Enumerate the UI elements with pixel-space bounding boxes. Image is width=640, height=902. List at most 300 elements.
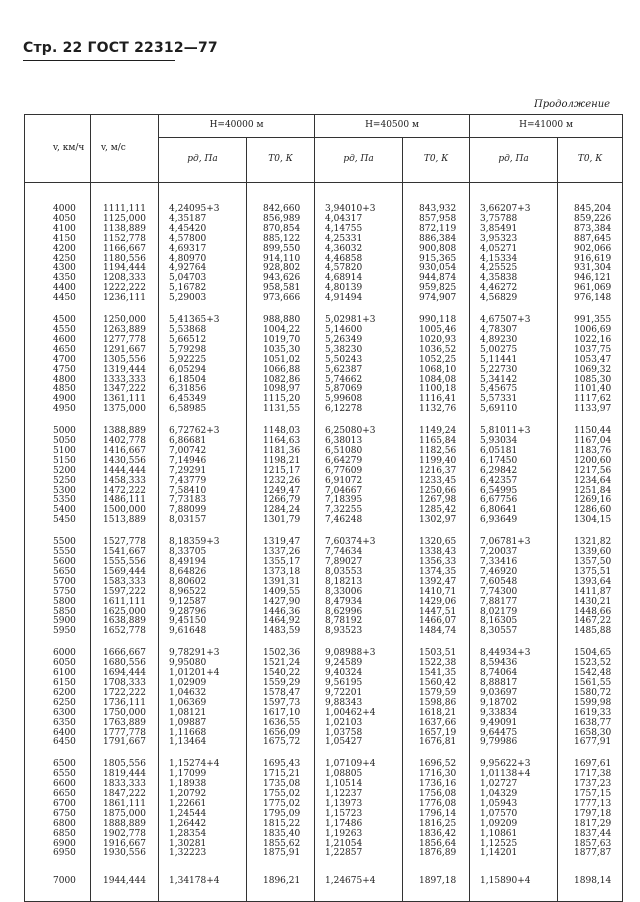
cell-temperature-2: 1836,42 (403, 830, 470, 840)
cell-v-ms: 1138,889 (91, 225, 159, 235)
cell-pressure-2: 1,13973 (315, 800, 403, 810)
cell-pressure-3: 8,02179 (470, 608, 558, 618)
page-title: Стр. 22 ГОСТ 22312—77 (23, 40, 218, 56)
cell-temperature-1: 899,550 (247, 245, 315, 255)
cell-pressure-1: 1,32223 (159, 849, 247, 859)
cell-temperature-2: 1165,84 (403, 437, 470, 447)
cell-pressure-1: 5,16782 (159, 284, 247, 294)
cell-pressure-3: 8,44934+3 (470, 649, 558, 659)
cell-pressure-2: 6,12278 (315, 405, 403, 415)
cell-temperature-1: 1875,91 (247, 849, 315, 859)
cell-pressure-1: 9,61648 (159, 627, 247, 637)
cell-v-ms: 1722,222 (91, 689, 159, 699)
cell-v-ms: 1333,333 (91, 376, 159, 386)
cell-v-ms: 1402,778 (91, 437, 159, 447)
cell-pressure-1: 6,58985 (159, 405, 247, 415)
cell-pressure-1: 8,80602 (159, 578, 247, 588)
spacer-cell (470, 859, 558, 871)
cell-temperature-1: 943,626 (247, 274, 315, 284)
cell-pressure-3: 9,64475 (470, 729, 558, 739)
cell-pressure-3: 6,54995 (470, 487, 558, 497)
cell-pressure-3: 7,74300 (470, 588, 558, 598)
cell-temperature-2: 1484,74 (403, 627, 470, 637)
cell-v-ms: 1791,667 (91, 738, 159, 748)
spacer-cell (315, 859, 403, 871)
cell-v-kmh: 6800 (25, 820, 91, 830)
cell-temperature-1: 1004,22 (247, 326, 315, 336)
cell-temperature-1: 1019,70 (247, 336, 315, 346)
cell-temperature-2: 1302,97 (403, 516, 470, 526)
cell-v-ms: 1208,333 (91, 274, 159, 284)
table-row (25, 516, 623, 526)
cell-pressure-3: 3,75788 (470, 215, 558, 225)
cell-pressure-2: 1,19263 (315, 830, 403, 840)
cell-pressure-3: 7,60548 (470, 578, 558, 588)
cell-temperature-2: 1756,08 (403, 790, 470, 800)
cell-temperature-3: 1857,63 (558, 840, 623, 850)
cell-temperature-2: 872,119 (403, 225, 470, 235)
cell-temperature-1: 988,880 (247, 316, 315, 326)
cell-v-ms: 1347,222 (91, 385, 159, 395)
cell-temperature-2: 1541,35 (403, 669, 470, 679)
table-row (25, 849, 623, 859)
cell-temperature-1: 1896,21 (247, 871, 315, 902)
cell-temperature-1: 1098,97 (247, 385, 315, 395)
cell-temperature-1: 1483,59 (247, 627, 315, 637)
cell-temperature-1: 870,854 (247, 225, 315, 235)
cell-temperature-1: 1373,18 (247, 568, 315, 578)
cell-pressure-1: 9,12587 (159, 598, 247, 608)
header-altitude-1: H=40000 м (159, 115, 315, 138)
cell-v-kmh: 6750 (25, 810, 91, 820)
cell-pressure-3: 8,16305 (470, 617, 558, 627)
cell-temperature-2: 900,808 (403, 245, 470, 255)
cell-temperature-1: 1215,17 (247, 467, 315, 477)
cell-temperature-2: 1796,14 (403, 810, 470, 820)
header-altitude-3: H=41000 м (470, 115, 623, 138)
cell-v-ms: 1125,000 (91, 215, 159, 225)
header-pressure-2: pд, Па (315, 138, 403, 183)
cell-pressure-1: 1,09887 (159, 719, 247, 729)
cell-pressure-1: 5,66512 (159, 336, 247, 346)
cell-pressure-3: 4,56829 (470, 294, 558, 304)
cell-v-kmh: 4800 (25, 376, 91, 386)
cell-pressure-2: 5,99608 (315, 395, 403, 405)
cell-v-kmh: 6850 (25, 830, 91, 840)
cell-v-kmh: 6450 (25, 738, 91, 748)
table-row (25, 871, 623, 902)
cell-pressure-2: 4,80139 (315, 284, 403, 294)
cell-temperature-2: 1816,25 (403, 820, 470, 830)
cell-temperature-3: 1638,77 (558, 719, 623, 729)
cell-v-kmh: 4450 (25, 294, 91, 304)
cell-temperature-2: 1084,08 (403, 376, 470, 386)
cell-v-kmh: 5350 (25, 496, 91, 506)
cell-temperature-3: 1697,61 (558, 760, 623, 770)
cell-temperature-3: 1286,60 (558, 506, 623, 516)
cell-v-kmh: 4550 (25, 326, 91, 336)
cell-pressure-2: 1,21054 (315, 840, 403, 850)
header-temperature-2: T0, К (403, 138, 470, 183)
cell-temperature-1: 1775,02 (247, 800, 315, 810)
cell-v-ms: 1861,111 (91, 800, 159, 810)
cell-pressure-2: 8,47934 (315, 598, 403, 608)
cell-v-ms: 1500,000 (91, 506, 159, 516)
cell-v-ms: 1555,556 (91, 558, 159, 568)
cell-temperature-1: 1695,43 (247, 760, 315, 770)
cell-pressure-2: 7,18395 (315, 496, 403, 506)
cell-pressure-2: 9,08988+3 (315, 649, 403, 659)
cell-pressure-1: 6,05294 (159, 366, 247, 376)
cell-temperature-1: 1115,20 (247, 395, 315, 405)
cell-temperature-3: 946,121 (558, 274, 623, 284)
cell-temperature-2: 1716,30 (403, 770, 470, 780)
cell-v-kmh: 4150 (25, 235, 91, 245)
cell-pressure-1: 7,29291 (159, 467, 247, 477)
cell-temperature-1: 1617,10 (247, 709, 315, 719)
cell-pressure-3: 1,12525 (470, 840, 558, 850)
cell-v-kmh: 5300 (25, 487, 91, 497)
cell-pressure-2: 4,36032 (315, 245, 403, 255)
cell-v-kmh: 4900 (25, 395, 91, 405)
cell-v-ms: 1819,444 (91, 770, 159, 780)
cell-pressure-1: 1,26442 (159, 820, 247, 830)
cell-temperature-3: 1485,88 (558, 627, 623, 637)
cell-temperature-1: 856,989 (247, 215, 315, 225)
cell-v-ms: 1777,778 (91, 729, 159, 739)
cell-pressure-1: 4,92764 (159, 264, 247, 274)
cell-pressure-1: 1,11668 (159, 729, 247, 739)
cell-temperature-3: 916,619 (558, 255, 623, 265)
cell-pressure-3: 4,15334 (470, 255, 558, 265)
cell-pressure-2: 8,33006 (315, 588, 403, 598)
cell-temperature-2: 1736,16 (403, 780, 470, 790)
cell-temperature-1: 1559,29 (247, 679, 315, 689)
cell-temperature-2: 1149,24 (403, 427, 470, 437)
cell-pressure-2: 5,26349 (315, 336, 403, 346)
cell-v-kmh: 6000 (25, 649, 91, 659)
cell-temperature-1: 1636,55 (247, 719, 315, 729)
cell-v-kmh: 4400 (25, 284, 91, 294)
cell-pressure-3: 8,88817 (470, 679, 558, 689)
cell-temperature-1: 1735,08 (247, 780, 315, 790)
cell-pressure-3: 5,11441 (470, 356, 558, 366)
cell-temperature-3: 1037,75 (558, 346, 623, 356)
cell-temperature-1: 1148,03 (247, 427, 315, 437)
cell-temperature-3: 1797,18 (558, 810, 623, 820)
cell-temperature-3: 1167,04 (558, 437, 623, 447)
cell-pressure-3: 7,20037 (470, 548, 558, 558)
cell-temperature-1: 958,581 (247, 284, 315, 294)
cell-v-ms: 1541,667 (91, 548, 159, 558)
cell-v-kmh: 5400 (25, 506, 91, 516)
cell-pressure-1: 7,00742 (159, 447, 247, 457)
cell-temperature-1: 1446,36 (247, 608, 315, 618)
cell-temperature-3: 902,066 (558, 245, 623, 255)
cell-temperature-1: 1181,36 (247, 447, 315, 457)
cell-temperature-3: 1200,60 (558, 457, 623, 467)
cell-pressure-2: 6,77609 (315, 467, 403, 477)
cell-temperature-2: 1199,40 (403, 457, 470, 467)
cell-pressure-3: 7,33416 (470, 558, 558, 568)
cell-v-kmh: 5000 (25, 427, 91, 437)
cell-temperature-3: 991,355 (558, 316, 623, 326)
cell-temperature-3: 1375,51 (558, 568, 623, 578)
cell-v-ms: 1708,333 (91, 679, 159, 689)
cell-pressure-2: 4,57820 (315, 264, 403, 274)
cell-pressure-1: 4,80970 (159, 255, 247, 265)
cell-pressure-2: 8,03553 (315, 568, 403, 578)
cell-v-kmh: 4650 (25, 346, 91, 356)
cell-v-ms: 1805,556 (91, 760, 159, 770)
cell-temperature-1: 1502,36 (247, 649, 315, 659)
cell-temperature-2: 1579,59 (403, 689, 470, 699)
cell-temperature-3: 845,204 (558, 183, 623, 215)
spacer-cell (25, 859, 91, 871)
cell-temperature-2: 1100,18 (403, 385, 470, 395)
cell-temperature-1: 1164,63 (247, 437, 315, 447)
cell-v-ms: 1486,111 (91, 496, 159, 506)
cell-pressure-1: 1,18938 (159, 780, 247, 790)
cell-temperature-2: 886,384 (403, 235, 470, 245)
cell-temperature-2: 1429,06 (403, 598, 470, 608)
cell-v-ms: 1694,444 (91, 669, 159, 679)
cell-temperature-3: 1504,65 (558, 649, 623, 659)
cell-temperature-1: 1464,92 (247, 617, 315, 627)
cell-v-kmh: 5800 (25, 598, 91, 608)
cell-pressure-2: 4,04317 (315, 215, 403, 225)
cell-pressure-2: 6,38013 (315, 437, 403, 447)
cell-temperature-2: 1637,66 (403, 719, 470, 729)
cell-pressure-1: 1,08121 (159, 709, 247, 719)
cell-v-kmh: 5250 (25, 477, 91, 487)
cell-pressure-1: 5,53868 (159, 326, 247, 336)
cell-pressure-2: 6,25080+3 (315, 427, 403, 437)
cell-v-ms: 1513,889 (91, 516, 159, 526)
cell-pressure-1: 7,88099 (159, 506, 247, 516)
cell-temperature-3: 1467,22 (558, 617, 623, 627)
cell-temperature-3: 1877,87 (558, 849, 623, 859)
cell-v-kmh: 4700 (25, 356, 91, 366)
cell-temperature-2: 915,365 (403, 255, 470, 265)
cell-v-ms: 1361,111 (91, 395, 159, 405)
cell-v-kmh: 4050 (25, 215, 91, 225)
cell-v-kmh: 4350 (25, 274, 91, 284)
cell-v-kmh: 5200 (25, 467, 91, 477)
cell-pressure-1: 5,79298 (159, 346, 247, 356)
cell-pressure-2: 9,72201 (315, 689, 403, 699)
cell-v-ms: 1736,111 (91, 699, 159, 709)
cell-temperature-2: 1410,71 (403, 588, 470, 598)
cell-pressure-3: 1,05943 (470, 800, 558, 810)
cell-v-kmh: 5550 (25, 548, 91, 558)
cell-pressure-1: 1,02909 (159, 679, 247, 689)
cell-temperature-2: 1447,51 (403, 608, 470, 618)
cell-temperature-2: 1216,37 (403, 467, 470, 477)
cell-temperature-2: 1320,65 (403, 538, 470, 548)
cell-pressure-2: 1,02103 (315, 719, 403, 729)
cell-temperature-3: 1183,76 (558, 447, 623, 457)
cell-v-kmh: 5150 (25, 457, 91, 467)
cell-pressure-1: 8,33705 (159, 548, 247, 558)
cell-pressure-2: 5,38230 (315, 346, 403, 356)
cell-v-ms: 1152,778 (91, 235, 159, 245)
cell-pressure-1: 1,15274+4 (159, 760, 247, 770)
cell-pressure-2: 7,04667 (315, 487, 403, 497)
cell-temperature-1: 1082,86 (247, 376, 315, 386)
cell-temperature-1: 842,660 (247, 183, 315, 215)
cell-v-kmh: 6600 (25, 780, 91, 790)
header-temperature-3: T0, К (558, 138, 623, 183)
cell-temperature-2: 1466,07 (403, 617, 470, 627)
cell-pressure-2: 5,62387 (315, 366, 403, 376)
cell-temperature-1: 1391,31 (247, 578, 315, 588)
cell-pressure-2: 4,14755 (315, 225, 403, 235)
cell-pressure-1: 9,45150 (159, 617, 247, 627)
cell-pressure-3: 8,74064 (470, 669, 558, 679)
cell-v-ms: 1263,889 (91, 326, 159, 336)
cell-temperature-3: 1357,50 (558, 558, 623, 568)
cell-v-ms: 1652,778 (91, 627, 159, 637)
cell-temperature-3: 961,069 (558, 284, 623, 294)
cell-pressure-3: 9,18702 (470, 699, 558, 709)
cell-temperature-3: 1658,30 (558, 729, 623, 739)
cell-temperature-3: 1448,66 (558, 608, 623, 618)
cell-v-kmh: 5650 (25, 568, 91, 578)
cell-pressure-1: 6,45349 (159, 395, 247, 405)
cell-pressure-3: 1,02727 (470, 780, 558, 790)
cell-pressure-3: 3,85491 (470, 225, 558, 235)
cell-pressure-3: 5,81011+3 (470, 427, 558, 437)
cell-temperature-1: 1578,47 (247, 689, 315, 699)
cell-v-ms: 1750,000 (91, 709, 159, 719)
cell-pressure-3: 1,15890+4 (470, 871, 558, 902)
cell-temperature-2: 1036,52 (403, 346, 470, 356)
cell-temperature-1: 1755,02 (247, 790, 315, 800)
cell-temperature-3: 1085,30 (558, 376, 623, 386)
cell-v-ms: 1916,667 (91, 840, 159, 850)
cell-pressure-1: 8,03157 (159, 516, 247, 526)
cell-temperature-1: 1198,21 (247, 457, 315, 467)
spacer-cell (558, 859, 623, 871)
cell-temperature-3: 1757,15 (558, 790, 623, 800)
cell-pressure-1: 9,95080 (159, 659, 247, 669)
cell-temperature-3: 1737,23 (558, 780, 623, 790)
cell-pressure-3: 3,66207+3 (470, 183, 558, 215)
cell-temperature-1: 1249,47 (247, 487, 315, 497)
cell-temperature-2: 1267,98 (403, 496, 470, 506)
cell-pressure-3: 4,05271 (470, 245, 558, 255)
cell-pressure-1: 1,01201+4 (159, 669, 247, 679)
cell-v-ms: 1763,889 (91, 719, 159, 729)
cell-temperature-1: 1675,72 (247, 738, 315, 748)
cell-temperature-1: 1035,30 (247, 346, 315, 356)
header-v-ms: v, м/с (91, 115, 159, 183)
cell-temperature-2: 1374,35 (403, 568, 470, 578)
cell-v-kmh: 6650 (25, 790, 91, 800)
cell-temperature-3: 1304,15 (558, 516, 623, 526)
cell-v-kmh: 6350 (25, 719, 91, 729)
header-v-kmh: v, км/ч (25, 115, 91, 183)
cell-v-kmh: 6100 (25, 669, 91, 679)
cell-pressure-3: 5,00275 (470, 346, 558, 356)
cell-v-kmh: 6200 (25, 689, 91, 699)
cell-pressure-3: 5,45675 (470, 385, 558, 395)
table-row (25, 627, 623, 637)
cell-temperature-1: 1266,79 (247, 496, 315, 506)
cell-v-kmh: 4000 (25, 183, 91, 215)
cell-temperature-1: 914,110 (247, 255, 315, 265)
cell-v-ms: 1388,889 (91, 427, 159, 437)
cell-temperature-1: 1427,90 (247, 598, 315, 608)
cell-temperature-2: 1657,19 (403, 729, 470, 739)
cell-temperature-3: 1321,82 (558, 538, 623, 548)
cell-pressure-3: 4,25525 (470, 264, 558, 274)
cell-temperature-1: 1409,55 (247, 588, 315, 598)
cell-temperature-1: 1540,22 (247, 669, 315, 679)
cell-temperature-1: 1855,62 (247, 840, 315, 850)
cell-pressure-2: 1,00462+4 (315, 709, 403, 719)
cell-pressure-2: 9,24589 (315, 659, 403, 669)
cell-v-ms: 1611,111 (91, 598, 159, 608)
table-row (25, 366, 623, 376)
cell-v-kmh: 4600 (25, 336, 91, 346)
cell-pressure-3: 7,06781+3 (470, 538, 558, 548)
cell-temperature-3: 1817,29 (558, 820, 623, 830)
cell-temperature-1: 928,802 (247, 264, 315, 274)
cell-pressure-2: 1,15723 (315, 810, 403, 820)
cell-pressure-3: 6,67756 (470, 496, 558, 506)
header-altitude-2: H=40500 м (315, 115, 470, 138)
group-spacer (25, 859, 623, 871)
cell-v-ms: 1472,222 (91, 487, 159, 497)
cell-v-ms: 1444,444 (91, 467, 159, 477)
cell-pressure-3: 6,17450 (470, 457, 558, 467)
cell-v-ms: 1277,778 (91, 336, 159, 346)
cell-temperature-3: 859,226 (558, 215, 623, 225)
cell-pressure-1: 1,20792 (159, 790, 247, 800)
cell-temperature-3: 1837,44 (558, 830, 623, 840)
cell-v-kmh: 5850 (25, 608, 91, 618)
cell-pressure-3: 1,07570 (470, 810, 558, 820)
cell-pressure-3: 4,46272 (470, 284, 558, 294)
cell-temperature-3: 887,645 (558, 235, 623, 245)
cell-temperature-3: 1411,87 (558, 588, 623, 598)
cell-v-kmh: 6250 (25, 699, 91, 709)
cell-v-ms: 1680,556 (91, 659, 159, 669)
cell-temperature-3: 931,304 (558, 264, 623, 274)
cell-pressure-3: 8,30557 (470, 627, 558, 637)
cell-temperature-2: 1897,18 (403, 871, 470, 902)
cell-pressure-2: 8,18213 (315, 578, 403, 588)
cell-temperature-1: 1715,21 (247, 770, 315, 780)
cell-v-ms: 1833,333 (91, 780, 159, 790)
cell-pressure-1: 5,29003 (159, 294, 247, 304)
cell-pressure-2: 3,94010+3 (315, 183, 403, 215)
cell-temperature-2: 1338,43 (403, 548, 470, 558)
cell-v-ms: 1597,222 (91, 588, 159, 598)
header-temperature-1: T0, К (247, 138, 315, 183)
cell-pressure-3: 1,09209 (470, 820, 558, 830)
cell-temperature-2: 1233,45 (403, 477, 470, 487)
cell-pressure-2: 8,62996 (315, 608, 403, 618)
header-pressure-1: pд, Па (159, 138, 247, 183)
cell-temperature-1: 1656,09 (247, 729, 315, 739)
cell-v-ms: 1111,111 (91, 183, 159, 215)
cell-temperature-3: 1101,40 (558, 385, 623, 395)
cell-pressure-2: 5,14600 (315, 326, 403, 336)
cell-temperature-3: 1234,64 (558, 477, 623, 487)
